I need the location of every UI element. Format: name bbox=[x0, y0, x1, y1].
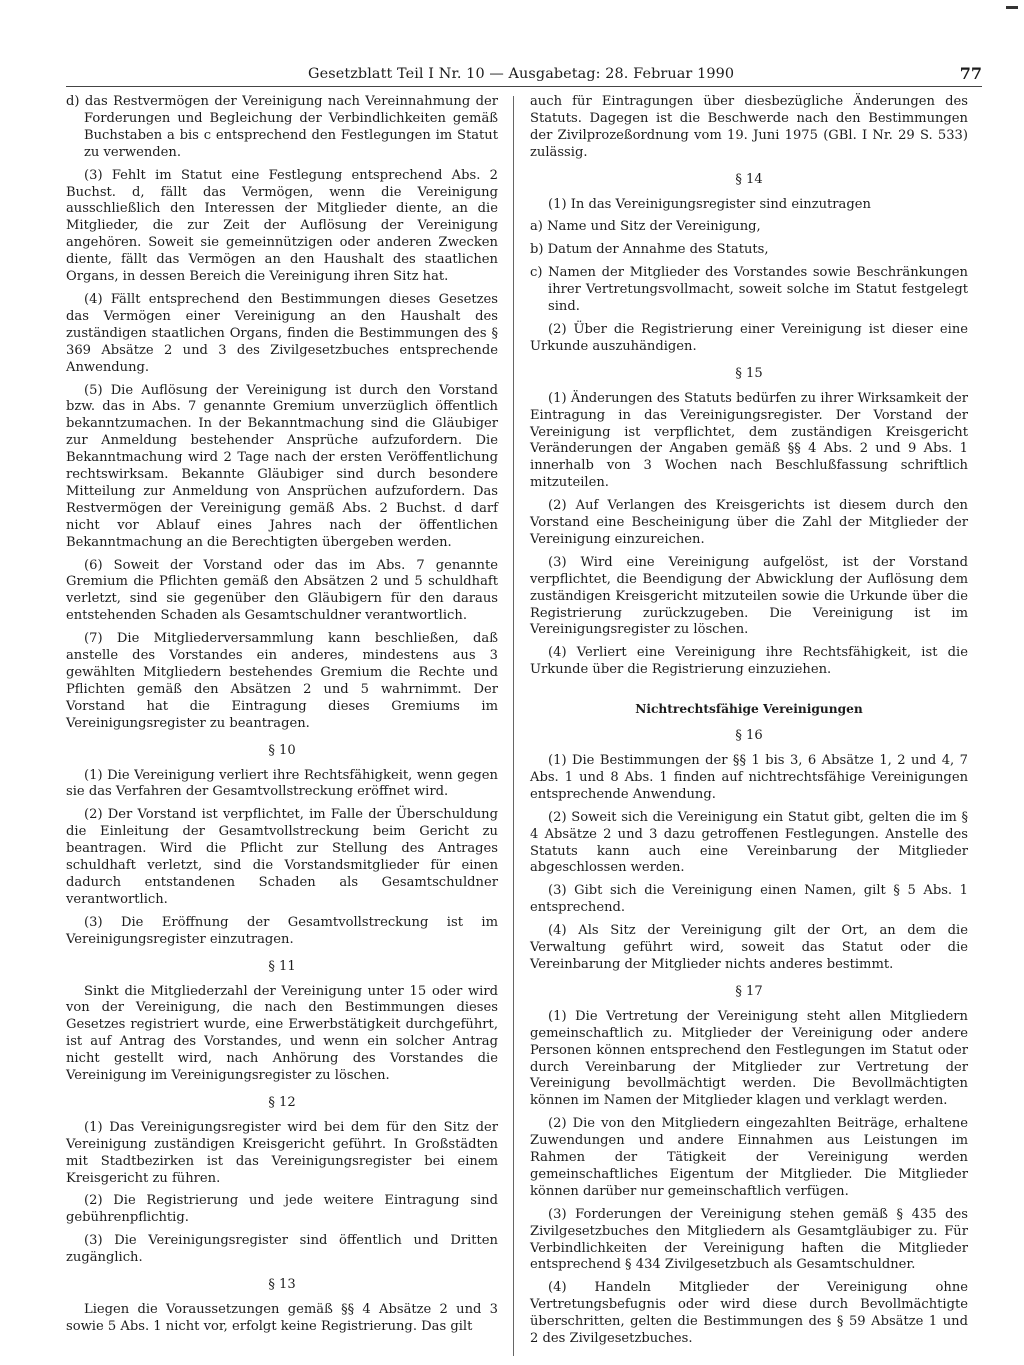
paragraph: (4) Als Sitz der Vereinigung gilt der Ort, an dem die Verwaltung geführt wird, soweit das Statut oder die Vereinbarung der Mitglieder nichts anderes bestimmt. bbox=[530, 923, 968, 972]
paragraph: (7) Die Mitgliederversammlung kann beschließen, daß anstelle des Vorstandes ein anderes, mindestens aus 3 gewählten Mitgliedern bestehendes Gremium die Rechte und Pflichten gemäß den Absätzen 2 und 5 wahrnimmt. Der Vorstand hat die Eintragung dieses Gremiums im Vereinigungsregister zu beantragen. bbox=[66, 631, 498, 731]
paragraph: (3) Die Eröffnung der Gesamtvollstreckung ist im Vereinigungsregister einzutragen. bbox=[66, 914, 498, 947]
paragraph: Liegen die Voraussetzungen gemäß §§ 4 Absätze 2 und 3 sowie 5 Abs. 1 nicht vor, erfolgt keine Registrierung. Das gilt bbox=[66, 1302, 498, 1334]
paragraph: (2) Die Registrierung und jede weitere Eintragung sind gebührenpflichtig. bbox=[66, 1193, 498, 1226]
column-divider bbox=[513, 96, 514, 1356]
paragraph: (1) Die Bestimmungen der §§ 1 bis 3, 6 Absätze 1, 2 und 4, 7 Abs. 1 und 8 Abs. 1 finden auf nichtrechtsfähige Vereinigungen entsprechende Anwendung. bbox=[530, 753, 968, 802]
paragraph: (1) Die Vereinigung verliert ihre Rechtsfähigkeit, wenn gegen sie das Verfahren der Gesamtvollstreckung eröffnet wird. bbox=[66, 767, 498, 800]
list-item: c) Namen der Mitglieder des Vorstandes sowie Beschränkungen ihrer Vertretungsvollmacht, soweit solche im Statut festgelegt sind. bbox=[530, 265, 968, 315]
paragraph: (5) Die Auflösung der Vereinigung ist durch den Vorstand bzw. das in Abs. 7 genannte Gremium unverzüglich öffentlich bekanntzumachen. In der Bekanntmachung sind die Gläubiger zur Anmeldung bestehender Ansprüche aufzufordern. Die Bekanntmachung wird 2 Tage nach der ersten Veröffentlichung rechtswirksam. Bekannte Gläubiger sind durch besondere Mitteilung zur Anmeldung von Ansprüchen aufzufordern. Das Restvermögen der Vereinigung gemäß Abs. 2 Buchst. d darf nicht vor Ablauf eines Jahres nach der öffentlichen Bekanntmachung an die Berechtigten übergeben werden. bbox=[66, 382, 498, 550]
paragraph: (1) Änderungen des Statuts bedürfen zu ihrer Wirksamkeit der Eintragung in das Vereinigungsregister. Der Vorstand der Vereinigung ist verpflichtet, dem zuständigen Kreisgericht Veränderungen der Angaben gemäß §§ 4 Abs. 2 und 9 Abs. 1 innerhalb von 3 Wochen nach Beschlußfassung schriftlich mitzuteilen. bbox=[530, 390, 968, 491]
paragraph: (2) Über die Registrierung einer Vereinigung ist dieser eine Urkunde auszuhändigen. bbox=[530, 321, 968, 354]
header-rule bbox=[66, 86, 982, 87]
paragraph: (3) Die Vereinigungsregister sind öffentlich und Dritten zugänglich. bbox=[66, 1233, 498, 1266]
paragraph: (2) Der Vorstand ist verpflichtet, im Falle der Überschuldung die Einleitung der Gesamtvollstreckung beim Gericht zu beantragen. Wird die Pflicht zur Stellung des Antrages schuldhaft verletzt, sind die Vorstandsmitglieder für einen dadurch entstandenen Schaden als Gesamtschuldner verantwortlich. bbox=[66, 807, 498, 907]
paragraph: (4) Verliert eine Vereinigung ihre Rechtsfähigkeit, ist die Urkunde über die Registrierung einzuziehen. bbox=[530, 645, 968, 678]
paragraph: (1) Die Vertretung der Vereinigung steht allen Mitgliedern gemeinschaftlich zu. Mitglieder der Vereinigung oder andere Personen können entsprechend den Festlegungen im Statut oder durch Vereinbarung der Mitglieder zur Vertretung der Vereinigung bevollmächtigt werden. Die Bevollmächtigten können im Namen der Mitglieder klagen und verklagt werden. bbox=[530, 1008, 968, 1109]
subheading: Nichtrechtsfähige Vereinigungen bbox=[635, 702, 863, 717]
section-heading: § 14 bbox=[735, 171, 763, 187]
paragraph: Sinkt die Mitgliederzahl der Vereinigung unter 15 oder wird von der Vereinigung, die nach den Bestimmungen dieses Gesetzes registriert wurde, eine Erwerbstätigkeit durchgeführt, ist auf Antrag des Vorstandes, und wenn ein solcher Antrag nicht gestellt wird, nach Anhörung des Vorstandes die Vereinigung im Vereinigungsregister zu löschen. bbox=[66, 983, 498, 1084]
paragraph: (4) Fällt entsprechend den Bestimmungen dieses Gesetzes das Vermögen einer Vereinigung an den Haushalt des zuständigen staatlichen Organs, finden die Bestimmungen des § 369 Absätze 2 und 3 des Zivilgesetzbuches entsprechende Anwendung. bbox=[66, 291, 498, 375]
paragraph: (6) Soweit der Vorstand oder das im Abs. 7 genannte Gremium die Pflichten gemäß den Absätzen 2 und 5 schuldhaft verletzt, sind sie gegenüber den Gläubigern für den daraus entstehenden Schaden als Gesamtschuldner verantwortlich. bbox=[66, 557, 498, 624]
section-heading: § 15 bbox=[735, 365, 763, 381]
left-column bbox=[66, 94, 498, 1342]
page-header bbox=[66, 60, 982, 86]
list-item: d) das Restvermögen der Vereinigung nach Vereinnahmung der Forderungen und Begleichung der Verbindlichkeiten gemäß Buchstaben a bis c entsprechend den Festlegungen im Statut zu verwenden. bbox=[66, 94, 498, 160]
section-heading: § 12 bbox=[268, 1094, 296, 1110]
page-number: 77 bbox=[959, 64, 982, 83]
list-item: b) Datum der Annahme des Statuts, bbox=[530, 242, 769, 258]
paragraph: auch für Eintragungen über diesbezügliche Änderungen des Statuts. Dagegen ist die Beschwerde nach den Bestimmungen der Zivilprozeßordnung vom 19. Juni 1975 (GBl. I Nr. 29 S. 533) zulässig. bbox=[530, 94, 968, 160]
paragraph: (3) Fehlt im Statut eine Festlegung entsprechend Abs. 2 Buchst. d, fällt das Vermögen, wenn die Vereinigung ausschließlich den Interessen der Mitglieder diente, an die Mitglieder, die zur Zeit der Auflösung der Vereinigung angehören. Soweit sie gemeinnützigen oder anderen Zwecken diente, fällt das Vermögen an den Haushalt des staatlichen Organs, in dessen Bereich die Vereinigung ihren Sitz hat. bbox=[66, 167, 498, 285]
paragraph: (2) Soweit sich die Vereinigung ein Statut gibt, gelten die im § 4 Absätze 2 und 3 dazu getroffenen Festlegungen. Anstelle des Statuts kann auch eine Vereinbarung der Mitglieder abgeschlossen werden. bbox=[530, 809, 968, 876]
paragraph: (2) Auf Verlangen des Kreisgerichts ist diesem durch den Vorstand eine Bescheinigung über die Zahl der Mitglieder der Vereinigung einzureichen. bbox=[530, 498, 968, 547]
paragraph: (1) In das Vereinigungsregister sind einzutragen bbox=[548, 196, 871, 212]
header-title: Gesetzblatt Teil I Nr. 10 — Ausgabetag: 28. Februar 1990 bbox=[308, 66, 735, 82]
list-item: a) Name und Sitz der Vereinigung, bbox=[530, 219, 761, 235]
section-heading: § 16 bbox=[735, 728, 763, 744]
section-heading: § 13 bbox=[268, 1277, 296, 1293]
paragraph: (2) Die von den Mitgliedern eingezahlten Beiträge, erhaltene Zuwendungen und andere Einnahmen aus Leistungen im Rahmen der Tätigkeit der Vereinigung werden gemeinschaftliches Eigentum der Mitglieder. Die Mitglieder können darüber nur gemeinschaftlich verfügen. bbox=[530, 1116, 968, 1199]
scan-corner-mark bbox=[1006, 6, 1018, 9]
section-heading: § 11 bbox=[268, 958, 296, 974]
right-column bbox=[530, 94, 968, 1354]
paragraph: (4) Handeln Mitglieder der Vereinigung ohne Vertretungsbefugnis oder wird diese durch Bevollmächtigte überschritten, gelten die Bestimmungen des § 59 Absätze 1 und 2 des Zivilgesetzbuches. bbox=[530, 1280, 968, 1347]
section-heading: § 10 bbox=[268, 742, 296, 758]
paragraph: (3) Gibt sich die Vereinigung einen Namen, gilt § 5 Abs. 1 entsprechend. bbox=[530, 883, 968, 916]
paragraph: (3) Wird eine Vereinigung aufgelöst, ist der Vorstand verpflichtet, die Beendigung der Abwicklung der Auflösung dem zuständigen Kreisgericht mitzuteilen sowie die Urkunde über die Registrierung zurückzugeben. Die Vereinigung ist im Vereinigungsregister zu löschen. bbox=[530, 554, 968, 638]
section-heading: § 17 bbox=[735, 983, 763, 999]
paragraph: (1) Das Vereinigungsregister wird bei dem für den Sitz der Vereinigung zuständigen Kreisgericht geführt. In Großstädten mit Stadtbezirken ist das Vereinigungsregister bei einem Kreisgericht zu führen. bbox=[66, 1119, 498, 1186]
paragraph: (3) Forderungen der Vereinigung stehen gemäß § 435 des Zivilgesetzbuches den Mitgliedern als Gesamtgläubiger zu. Für Verbindlichkeiten der Vereinigung haften die Mitglieder entsprechend § 434 Zivilgesetzbuch als Gesamtschuldner. bbox=[530, 1206, 968, 1273]
